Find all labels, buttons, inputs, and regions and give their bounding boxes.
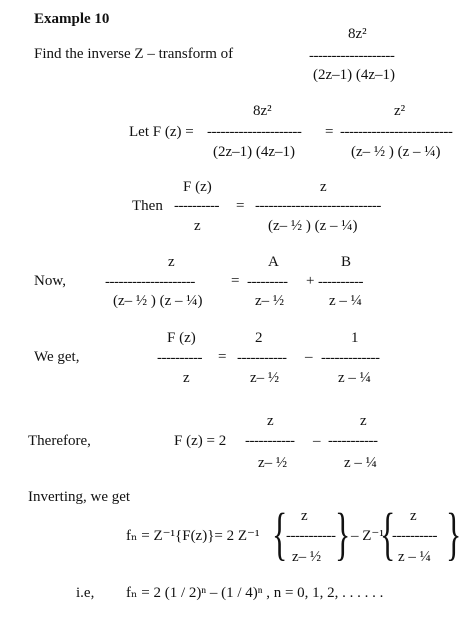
then-equals: = bbox=[236, 198, 245, 214]
inverting-label: Inverting, we get bbox=[28, 489, 131, 505]
right-brace-1: } bbox=[335, 501, 351, 566]
therefore-label: Therefore, bbox=[28, 433, 91, 449]
let-denominator-2: (z– ½ ) (z – ¼) bbox=[351, 144, 441, 160]
inverting-term1-numerator: z bbox=[301, 508, 308, 524]
weget-fraction-bar: ---------- bbox=[157, 350, 202, 366]
inverting-term2-denominator: z – ¼ bbox=[398, 549, 431, 565]
then-fraction-bar-2: ---------------------------- bbox=[255, 198, 381, 214]
inverting-middle: – Z⁻¹ bbox=[351, 528, 384, 544]
weget-minus: – bbox=[305, 349, 313, 365]
weget-term1-fraction-bar: ----------- bbox=[237, 350, 287, 366]
let-fraction-bar-2: ------------------------- bbox=[340, 124, 453, 140]
let-fraction-bar: --------------------- bbox=[207, 124, 302, 140]
left-brace-1: { bbox=[272, 501, 288, 566]
now-a-denominator: z– ½ bbox=[255, 293, 285, 309]
weget-denominator: z bbox=[183, 370, 190, 386]
final-result: fₙ = 2 (1 / 2)ⁿ – (1 / 4)ⁿ , n = 0, 1, 2, . . . . . . bbox=[126, 585, 384, 601]
intro-denominator: (2z–1) (4z–1) bbox=[313, 67, 396, 83]
then-denominator: z bbox=[194, 218, 201, 234]
ie-label: i.e, bbox=[76, 585, 95, 601]
then-numerator: F (z) bbox=[183, 179, 212, 195]
weget-term2-fraction-bar: ------------- bbox=[321, 350, 380, 366]
therefore-lhs: F (z) = 2 bbox=[174, 433, 227, 449]
now-a-fraction-bar: --------- bbox=[247, 274, 288, 290]
let-label: Let F (z) = bbox=[129, 124, 194, 140]
now-denominator: (z– ½ ) (z – ¼) bbox=[113, 293, 203, 309]
right-brace-2: } bbox=[446, 501, 462, 566]
then-denominator-2: (z– ½ ) (z – ¼) bbox=[268, 218, 358, 234]
let-denominator: (2z–1) (4z–1) bbox=[213, 144, 296, 160]
therefore-term2-fraction-bar: ----------- bbox=[328, 433, 378, 449]
left-brace-2: { bbox=[380, 501, 396, 566]
now-b-numerator: B bbox=[341, 254, 352, 270]
then-numerator-2: z bbox=[320, 179, 327, 195]
weget-term1-denominator: z– ½ bbox=[250, 370, 280, 386]
now-fraction-bar: -------------------- bbox=[105, 274, 195, 290]
weget-equals: = bbox=[218, 349, 227, 365]
let-equals: = bbox=[325, 124, 334, 140]
now-plus: + bbox=[306, 273, 315, 289]
inverting-term1-denominator: z– ½ bbox=[292, 549, 322, 565]
now-equals: = bbox=[231, 273, 240, 289]
therefore-term1-fraction-bar: ----------- bbox=[245, 433, 295, 449]
example-heading: Example 10 bbox=[34, 11, 110, 27]
inverting-lhs: fₙ = Z⁻¹{F(z)}= 2 Z⁻¹ bbox=[126, 528, 260, 544]
let-numerator-2: z² bbox=[394, 103, 406, 119]
then-label: Then bbox=[132, 198, 163, 214]
problem-statement: Find the inverse Z – transform of bbox=[34, 46, 234, 62]
therefore-term1-numerator: z bbox=[267, 413, 274, 429]
intro-numerator: 8z² bbox=[348, 26, 367, 42]
inverting-term1-fraction-bar: ----------- bbox=[286, 528, 336, 544]
therefore-term2-denominator: z – ¼ bbox=[344, 455, 377, 471]
weget-term2-numerator: 1 bbox=[351, 330, 359, 346]
now-b-fraction-bar: ---------- bbox=[318, 274, 363, 290]
weget-numerator: F (z) bbox=[167, 330, 196, 346]
therefore-term2-numerator: z bbox=[360, 413, 367, 429]
now-a-numerator: A bbox=[268, 254, 279, 270]
inverting-term2-fraction-bar: ---------- bbox=[392, 528, 437, 544]
inverting-term2-numerator: z bbox=[410, 508, 417, 524]
now-label: Now, bbox=[34, 273, 66, 289]
now-b-denominator: z – ¼ bbox=[329, 293, 362, 309]
weget-term1-numerator: 2 bbox=[255, 330, 263, 346]
intro-fraction-bar: ------------------- bbox=[309, 48, 395, 64]
now-numerator: z bbox=[168, 254, 175, 270]
therefore-minus: – bbox=[313, 433, 321, 449]
therefore-term1-denominator: z– ½ bbox=[258, 455, 288, 471]
then-fraction-bar: ---------- bbox=[174, 198, 219, 214]
weget-term2-denominator: z – ¼ bbox=[338, 370, 371, 386]
weget-label: We get, bbox=[34, 349, 80, 365]
let-numerator: 8z² bbox=[253, 103, 272, 119]
